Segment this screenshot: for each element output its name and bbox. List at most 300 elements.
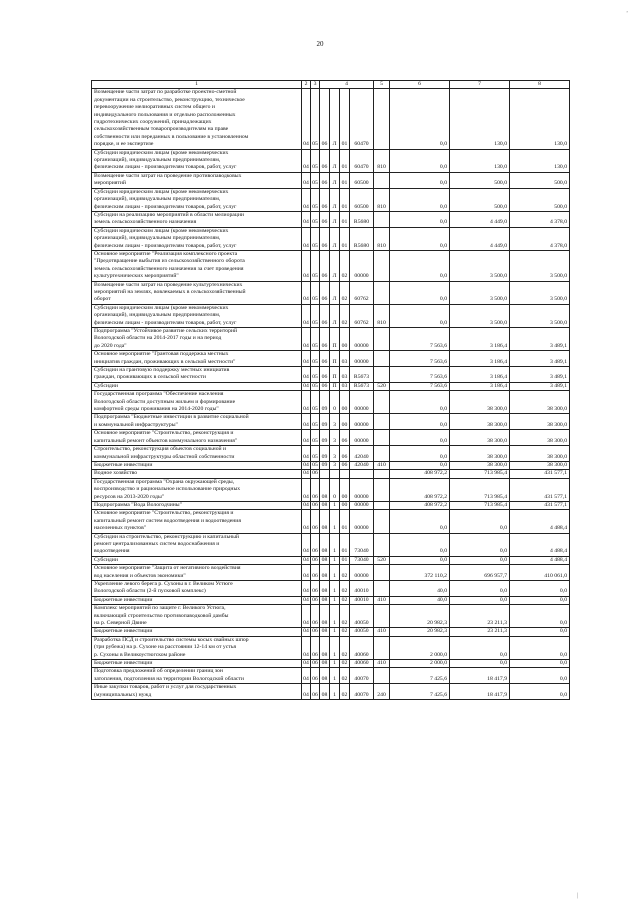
expense-type-cell bbox=[374, 391, 390, 414]
program-code-cell: 08 bbox=[320, 660, 330, 668]
row-name-text: Бюджетные инвестиции bbox=[94, 461, 153, 468]
direction-code-cell: 40050 bbox=[350, 605, 374, 628]
expense-type-cell bbox=[374, 172, 390, 188]
rz-cell: 04 bbox=[302, 668, 311, 684]
amount-col7-cell: 0,0 bbox=[450, 556, 510, 564]
pr-cell: 06 bbox=[312, 556, 318, 563]
amount-col8-cell: 4 378,0 bbox=[510, 227, 570, 250]
table-row bbox=[92, 533, 570, 556]
amount-col8-cell: 500,0 bbox=[510, 172, 570, 188]
row-name-cell bbox=[92, 510, 302, 533]
row-name-text: Субсидии юридическим лицам (кроме некоммерческих организаций), индивидуальным предпринимателям, физическим лицам - производителям товаров, работ, услуг bbox=[94, 227, 237, 249]
program-code-cell: 08 bbox=[320, 478, 330, 501]
amount-col8-cell: 3 489,1 bbox=[510, 382, 570, 390]
subprogram-code-cell: 3 bbox=[330, 414, 340, 430]
pr-cell: 06 bbox=[311, 581, 320, 597]
expense-type-cell bbox=[374, 565, 390, 581]
table-row bbox=[92, 89, 570, 149]
rz-cell: 04 bbox=[302, 351, 311, 367]
amount-col6-cell: 0,0 bbox=[390, 556, 450, 564]
row-name-text: Возмещение части затрат по разработке проектно-сметной документации на строительство, реконструкцию, техническое перевооружение мелиоративных систем общего и индивидуального пользования и отдельно расположенных гидротехнических сооружений, принадлежащих сельскохозяйственным товаропроизводителям на праве собственности или переданных в пользование в установленном порядке, и ее экспертизе bbox=[94, 89, 249, 148]
pr-cell: 05 bbox=[311, 414, 320, 430]
direction-code-cell: 73040 bbox=[350, 533, 374, 556]
amount-col8-cell: 3 489,1 bbox=[510, 328, 570, 351]
row-name-text: Субсидии на строительство, реконструкцию и капитальный ремонт централизованных систем водоснабжения и водоотведения bbox=[94, 533, 239, 555]
expense-type-cell bbox=[374, 510, 390, 533]
direction-code-cell: 60500 bbox=[350, 172, 374, 188]
row-name-cell bbox=[92, 328, 302, 351]
rz-cell: 04 bbox=[302, 149, 311, 172]
pr-cell: 06 bbox=[311, 478, 320, 501]
amount-col6-cell: 0,0 bbox=[390, 211, 450, 227]
event-code-cell: 02 bbox=[340, 668, 350, 684]
program-code-cell: 06 bbox=[320, 89, 330, 149]
row-name-text: Комплекс мероприятий по защите г. Великого Устюга, включающий строительство противопаводковой дамбы на р. Северной Двине bbox=[94, 605, 229, 627]
expense-type-cell: 810 bbox=[374, 188, 390, 211]
table-row bbox=[92, 556, 570, 564]
rz-cell: 04 bbox=[302, 510, 311, 533]
subprogram-code-cell: 3 bbox=[330, 430, 340, 446]
pr-cell: 05 bbox=[312, 382, 318, 389]
amount-col7-cell: 3 500,0 bbox=[450, 250, 510, 281]
column-header-8: 8 bbox=[510, 81, 570, 89]
direction-code-cell: 40060 bbox=[350, 660, 374, 668]
table-row bbox=[92, 510, 570, 533]
row-name-cell bbox=[92, 391, 302, 414]
pr-cell: 05 bbox=[311, 227, 320, 250]
rz-cell: 04 bbox=[302, 367, 311, 383]
amount-col7-cell: 4 449,0 bbox=[450, 227, 510, 250]
subprogram-code-cell: 1 bbox=[330, 510, 340, 533]
subprogram-code-cell: Л bbox=[330, 281, 340, 304]
subprogram-code-cell: 1 bbox=[330, 636, 340, 659]
event-code-cell: 06 bbox=[340, 461, 350, 469]
direction-code-cell: 60762 bbox=[350, 281, 374, 304]
amount-col6-cell: 0,0 bbox=[390, 510, 450, 533]
row-name-cell bbox=[92, 501, 302, 509]
direction-code-cell: 00000 bbox=[350, 391, 374, 414]
row-name-cell bbox=[92, 565, 302, 581]
program-code-cell: 09 bbox=[320, 461, 330, 469]
amount-col8-cell: 3 489,1 bbox=[510, 351, 570, 367]
row-name-text: Основное мероприятие "Защита от негативного воздействия вод населения и объектов экономики" bbox=[94, 565, 241, 579]
rz-cell: 04 bbox=[303, 660, 309, 667]
amount-col6-cell: 0,0 bbox=[390, 533, 450, 556]
pr-cell: 06 bbox=[312, 660, 318, 667]
subprogram-code-cell: П bbox=[330, 367, 340, 383]
rz-cell: 04 bbox=[302, 328, 311, 351]
subprogram-code-cell: 1 bbox=[330, 533, 340, 556]
amount-col7-cell: 130,0 bbox=[450, 149, 510, 172]
program-code-cell: 08 bbox=[320, 636, 330, 659]
pr-cell: 05 bbox=[311, 351, 320, 367]
event-code-cell: 01 bbox=[340, 211, 350, 227]
subprogram-code-cell: 1 bbox=[330, 556, 340, 564]
table-row bbox=[92, 470, 570, 478]
row-name-cell bbox=[92, 446, 302, 462]
amount-col7-cell: 500,0 bbox=[450, 172, 510, 188]
amount-col8-cell: 431 577,1 bbox=[510, 470, 570, 478]
row-name-text: Подпрограмма "Бюджетные инвестиции в развитие социальной и коммунальной инфраструктуры" bbox=[94, 414, 249, 428]
event-code-cell: 03 bbox=[340, 382, 350, 390]
pr-cell: 05 bbox=[311, 304, 320, 327]
direction-code-cell: 42040 bbox=[350, 446, 374, 462]
amount-col8-cell: 4 488,4 bbox=[510, 510, 570, 533]
amount-col6-cell: 0,0 bbox=[390, 250, 450, 281]
table-row bbox=[92, 581, 570, 597]
expense-type-cell: 240 bbox=[374, 684, 390, 700]
amount-col7-cell: 0,0 bbox=[450, 660, 510, 668]
pr-cell: 05 bbox=[311, 328, 320, 351]
row-name-text: Государственная программа "Обеспечение населения Вологодской области доступным жильем и формирование комфортной среды проживания на 2014-2020 годы" bbox=[94, 391, 236, 413]
rz-cell: 04 bbox=[302, 605, 311, 628]
row-name-text: Субсидии юридическим лицам (кроме некоммерческих организаций), индивидуальным предпринимателям, физическим лицам - производителям товаров, работ, услуг bbox=[94, 304, 237, 326]
column-header-2: 2 bbox=[302, 81, 311, 89]
amount-col8-cell: 38 300,0 bbox=[510, 430, 570, 446]
amount-col7-cell: 18 417,9 bbox=[450, 668, 510, 684]
amount-col7-cell: 3 186,4 bbox=[450, 367, 510, 383]
row-name-text: Возмещение части затрат на проведение противопаводковых мероприятий bbox=[94, 172, 242, 187]
rz-cell: 04 bbox=[302, 211, 311, 227]
direction-code-cell: R5680 bbox=[350, 211, 374, 227]
event-code-cell bbox=[340, 470, 350, 478]
rz-cell: 04 bbox=[303, 501, 309, 508]
direction-code-cell: R5673 bbox=[350, 367, 374, 383]
pr-cell: 06 bbox=[311, 510, 320, 533]
table-row bbox=[92, 328, 570, 351]
table-row bbox=[92, 250, 570, 281]
amount-col7-cell: 0,0 bbox=[450, 636, 510, 659]
subprogram-code-cell: 3 bbox=[330, 461, 340, 469]
amount-col6-cell: 7 425,6 bbox=[390, 668, 450, 684]
pr-cell: 05 bbox=[312, 461, 318, 468]
row-name-text: Основное мероприятие "Строительство, реконструкция и капитальный ремонт систем водоотведения и водоотведения населенных пунктов" bbox=[94, 510, 241, 532]
subprogram-code-cell: 1 bbox=[330, 581, 340, 597]
row-name-text: Основное мероприятие "Грантовая поддержка местных инициатив граждан, проживающих в сельской местности" bbox=[94, 351, 236, 365]
amount-col7-cell: 23 211,3 bbox=[450, 605, 510, 628]
amount-col6-cell: 7 563,6 bbox=[390, 382, 450, 390]
event-code-cell: 06 bbox=[340, 430, 350, 446]
direction-code-cell: 40070 bbox=[350, 668, 374, 684]
amount-col8-cell: 38 300,0 bbox=[510, 461, 570, 469]
column-header-row bbox=[92, 81, 570, 89]
event-code-cell: 01 bbox=[340, 556, 350, 564]
subprogram-code-cell: П bbox=[330, 351, 340, 367]
amount-col8-cell: 4 488,4 bbox=[510, 533, 570, 556]
subprogram-code-cell: Л bbox=[330, 227, 340, 250]
row-name-text: Субсидии юридическим лицам (кроме некоммерческих организаций), индивидуальным предпринимателям, физическим лицам - производителям товаров, работ, услуг bbox=[94, 149, 237, 171]
row-name-cell bbox=[92, 211, 302, 227]
amount-col8-cell: 38 300,0 bbox=[510, 414, 570, 430]
rz-cell: 04 bbox=[302, 478, 311, 501]
table-row bbox=[92, 636, 570, 659]
expense-type-cell bbox=[374, 250, 390, 281]
direction-code-cell: 00000 bbox=[350, 501, 374, 509]
amount-col6-cell: 7 563,6 bbox=[390, 367, 450, 383]
row-name-cell bbox=[92, 281, 302, 304]
row-name-cell bbox=[92, 172, 302, 188]
row-name-cell bbox=[92, 351, 302, 367]
table-row bbox=[92, 684, 570, 700]
row-name-text: Бюджетные инвестиции bbox=[94, 628, 153, 635]
event-code-cell: 02 bbox=[340, 565, 350, 581]
amount-col6-cell: 408 972,2 bbox=[390, 501, 450, 509]
row-name-text: Укрепление левого берега р. Сухоны в г. Великом Устюге Вологодской области (2-й пусковой комплекс) bbox=[94, 581, 233, 595]
table-row bbox=[92, 478, 570, 501]
event-code-cell: 01 bbox=[340, 188, 350, 211]
amount-col8-cell: 130,0 bbox=[510, 149, 570, 172]
rz-cell: 04 bbox=[303, 470, 309, 477]
subprogram-code-cell: 1 bbox=[330, 596, 340, 604]
expense-type-cell bbox=[374, 414, 390, 430]
row-name-text: Субсидии bbox=[94, 382, 118, 389]
row-name-text: Основное мероприятие "Строительство, реконструкция и капитальный ремонт объектов коммунального назначения" bbox=[94, 430, 238, 444]
program-code-cell: 08 bbox=[320, 684, 330, 700]
program-code-cell: 08 bbox=[320, 628, 330, 636]
program-code-cell: 06 bbox=[320, 367, 330, 383]
rz-cell: 04 bbox=[302, 533, 311, 556]
event-code-cell: 02 bbox=[340, 304, 350, 327]
expense-type-cell: 810 bbox=[374, 227, 390, 250]
amount-col6-cell: 40,0 bbox=[390, 581, 450, 597]
subprogram-code-cell: Л bbox=[330, 211, 340, 227]
program-code-cell: 08 bbox=[320, 596, 330, 604]
amount-col7-cell: 0,0 bbox=[450, 533, 510, 556]
subprogram-code-cell: 3 bbox=[330, 446, 340, 462]
table-row bbox=[92, 668, 570, 684]
direction-code-cell: 00000 bbox=[350, 250, 374, 281]
amount-col7-cell: 3 500,0 bbox=[450, 304, 510, 327]
amount-col7-cell: 4 449,0 bbox=[450, 211, 510, 227]
rz-cell: 04 bbox=[302, 281, 311, 304]
program-code-cell bbox=[320, 470, 330, 478]
subprogram-code-cell: 1 bbox=[330, 668, 340, 684]
row-name-cell bbox=[92, 227, 302, 250]
pr-cell: 05 bbox=[311, 149, 320, 172]
program-code-cell: 09 bbox=[320, 430, 330, 446]
program-code-cell: 08 bbox=[320, 581, 330, 597]
pr-cell: 06 bbox=[312, 501, 318, 508]
amount-col6-cell: 0,0 bbox=[390, 414, 450, 430]
rz-cell: 04 bbox=[303, 382, 309, 389]
direction-code-cell: 00000 bbox=[350, 478, 374, 501]
row-name-cell bbox=[92, 149, 302, 172]
amount-col7-cell: 696 957,7 bbox=[450, 565, 510, 581]
event-code-cell: 02 bbox=[340, 596, 350, 604]
amount-col7-cell: 713 985,4 bbox=[450, 470, 510, 478]
subprogram-code-cell: Л bbox=[330, 304, 340, 327]
direction-code-cell: 00000 bbox=[350, 351, 374, 367]
row-name-cell bbox=[92, 478, 302, 501]
amount-col7-cell: 713 985,4 bbox=[450, 501, 510, 509]
expense-type-cell bbox=[374, 89, 390, 149]
column-header-1: 1 bbox=[92, 81, 302, 89]
direction-code-cell: 40010 bbox=[350, 581, 374, 597]
rz-cell: 04 bbox=[302, 565, 311, 581]
amount-col7-cell: 3 186,4 bbox=[450, 382, 510, 390]
row-name-cell bbox=[92, 89, 302, 149]
table-row bbox=[92, 628, 570, 636]
expense-type-cell bbox=[374, 668, 390, 684]
amount-col6-cell: 7 563,6 bbox=[390, 328, 450, 351]
row-name-cell bbox=[92, 304, 302, 327]
table-row bbox=[92, 367, 570, 383]
expense-type-cell bbox=[374, 328, 390, 351]
event-code-cell: 00 bbox=[340, 414, 350, 430]
page-number: 20 bbox=[316, 40, 324, 48]
rz-cell: 04 bbox=[302, 430, 311, 446]
expense-type-cell: 520 bbox=[374, 382, 390, 390]
program-code-cell: 06 bbox=[320, 211, 330, 227]
rz-cell: 04 bbox=[302, 446, 311, 462]
event-code-cell: 03 bbox=[340, 351, 350, 367]
event-code-cell: 01 bbox=[340, 149, 350, 172]
table-row bbox=[92, 391, 570, 414]
amount-col6-cell: 0,0 bbox=[390, 304, 450, 327]
amount-col7-cell: 38 300,0 bbox=[450, 430, 510, 446]
amount-col6-cell: 40,0 bbox=[390, 596, 450, 604]
direction-code-cell: 60762 bbox=[350, 304, 374, 327]
direction-code-cell: R5680 bbox=[350, 227, 374, 250]
program-code-cell: 08 bbox=[320, 510, 330, 533]
row-name-cell bbox=[92, 250, 302, 281]
amount-col6-cell: 20 982,3 bbox=[390, 628, 450, 636]
amount-col7-cell: 0,0 bbox=[450, 596, 510, 604]
row-name-cell bbox=[92, 430, 302, 446]
row-name-text: Субсидии юридическим лицам (кроме некоммерческих организаций), индивидуальным предпринимателям, физическим лицам - производителям товаров, работ, услуг bbox=[94, 188, 237, 210]
direction-code-cell: 00000 bbox=[350, 565, 374, 581]
expense-type-cell bbox=[374, 281, 390, 304]
event-code-cell: 02 bbox=[340, 605, 350, 628]
amount-col6-cell: 408 972,2 bbox=[390, 470, 450, 478]
row-name-text: Водное хозяйство bbox=[94, 470, 138, 477]
subprogram-code-cell: 1 bbox=[330, 628, 340, 636]
event-code-cell: 00 bbox=[340, 501, 350, 509]
rz-cell: 04 bbox=[303, 461, 309, 468]
expense-type-cell: 810 bbox=[374, 304, 390, 327]
rz-cell: 04 bbox=[302, 250, 311, 281]
direction-code-cell bbox=[350, 470, 374, 478]
expense-type-cell bbox=[374, 470, 390, 478]
amount-col8-cell: 0,0 bbox=[510, 628, 570, 636]
table-row bbox=[92, 351, 570, 367]
direction-code-cell: 00000 bbox=[350, 328, 374, 351]
table-row bbox=[92, 211, 570, 227]
pr-cell: 05 bbox=[311, 89, 320, 149]
program-code-cell: 08 bbox=[320, 605, 330, 628]
row-name-cell bbox=[92, 581, 302, 597]
direction-code-cell: 73040 bbox=[350, 556, 374, 564]
direction-code-cell: 60500 bbox=[350, 188, 374, 211]
expense-type-cell bbox=[374, 501, 390, 509]
table-row bbox=[92, 446, 570, 462]
event-code-cell: 00 bbox=[340, 478, 350, 501]
program-code-cell: 08 bbox=[320, 668, 330, 684]
pr-cell: 06 bbox=[311, 668, 320, 684]
amount-col7-cell: 38 300,0 bbox=[450, 461, 510, 469]
event-code-cell: 02 bbox=[340, 581, 350, 597]
event-code-cell: 01 bbox=[340, 227, 350, 250]
program-code-cell: 06 bbox=[320, 281, 330, 304]
amount-col6-cell: 0,0 bbox=[390, 188, 450, 211]
pr-cell: 05 bbox=[311, 188, 320, 211]
subprogram-code-cell: 0 bbox=[330, 478, 340, 501]
direction-code-cell: 00000 bbox=[350, 510, 374, 533]
rz-cell: 04 bbox=[302, 89, 311, 149]
amount-col8-cell: 431 577,1 bbox=[510, 501, 570, 509]
event-code-cell: 02 bbox=[340, 660, 350, 668]
amount-col7-cell: 3 186,4 bbox=[450, 351, 510, 367]
row-name-cell bbox=[92, 605, 302, 628]
subprogram-code-cell: 1 bbox=[330, 684, 340, 700]
amount-col6-cell: 0,0 bbox=[390, 227, 450, 250]
event-code-cell: 00 bbox=[340, 391, 350, 414]
rz-cell: 04 bbox=[302, 172, 311, 188]
direction-code-cell: 40010 bbox=[350, 596, 374, 604]
pr-cell: 06 bbox=[311, 605, 320, 628]
margin-mark: | bbox=[576, 893, 578, 899]
direction-code-cell: 00000 bbox=[350, 430, 374, 446]
column-header-6: 6 bbox=[390, 81, 450, 89]
row-name-cell bbox=[92, 461, 302, 469]
amount-col6-cell: 0,0 bbox=[390, 461, 450, 469]
amount-col7-cell: 3 186,4 bbox=[450, 328, 510, 351]
table-row bbox=[92, 605, 570, 628]
amount-col7-cell: 38 300,0 bbox=[450, 446, 510, 462]
row-name-cell bbox=[92, 636, 302, 659]
direction-code-cell: 00000 bbox=[350, 414, 374, 430]
direction-code-cell: 60470 bbox=[350, 89, 374, 149]
amount-col6-cell: 0,0 bbox=[390, 89, 450, 149]
subprogram-code-cell bbox=[330, 470, 340, 478]
program-code-cell: 06 bbox=[320, 188, 330, 211]
subprogram-code-cell: П bbox=[330, 328, 340, 351]
amount-col7-cell: 18 417,9 bbox=[450, 684, 510, 700]
amount-col8-cell: 3 500,0 bbox=[510, 250, 570, 281]
rz-cell: 04 bbox=[302, 636, 311, 659]
amount-col6-cell: 2 000,0 bbox=[390, 636, 450, 659]
subprogram-code-cell: Л bbox=[330, 250, 340, 281]
amount-col8-cell: 0,0 bbox=[510, 581, 570, 597]
amount-col8-cell: 38 300,0 bbox=[510, 446, 570, 462]
program-code-cell: 06 bbox=[320, 149, 330, 172]
row-name-text: Иные закупки товаров, работ и услуг для государственных (муниципальных) нужд bbox=[94, 684, 237, 698]
amount-col8-cell: 0,0 bbox=[510, 636, 570, 659]
expense-type-cell: 520 bbox=[374, 556, 390, 564]
amount-col6-cell: 7 425,6 bbox=[390, 684, 450, 700]
amount-col8-cell: 0,0 bbox=[510, 668, 570, 684]
corner-mark: , bbox=[626, 6, 628, 14]
row-name-text: Разработка ПСД и строительство системы косых свайных шпор (три рубежа) на р. Сухоне на расстоянии 12-14 км от устья р. Сухоны в Великоустюгском районе bbox=[94, 636, 249, 658]
subprogram-code-cell: Л bbox=[330, 172, 340, 188]
amount-col7-cell: 500,0 bbox=[450, 188, 510, 211]
expense-type-cell: 410 bbox=[374, 461, 390, 469]
pr-cell: 05 bbox=[311, 391, 320, 414]
amount-col6-cell: 2 000,0 bbox=[390, 660, 450, 668]
expense-type-cell bbox=[374, 430, 390, 446]
subprogram-code-cell: 1 bbox=[330, 605, 340, 628]
program-code-cell: 06 bbox=[320, 250, 330, 281]
table-row bbox=[92, 281, 570, 304]
expense-type-cell bbox=[374, 478, 390, 501]
budget-table bbox=[91, 80, 570, 700]
table-row bbox=[92, 501, 570, 509]
row-name-text: Строительство, реконструкция объектов социальной и коммунальной инфраструктуры областной собственности bbox=[94, 446, 235, 460]
pr-cell: 06 bbox=[311, 533, 320, 556]
pr-cell: 06 bbox=[312, 628, 318, 635]
expense-type-cell: 410 bbox=[374, 628, 390, 636]
row-name-text: Субсидии на реализацию мероприятий в области мелиорации земель сельскохозяйственного назначения bbox=[94, 211, 244, 226]
